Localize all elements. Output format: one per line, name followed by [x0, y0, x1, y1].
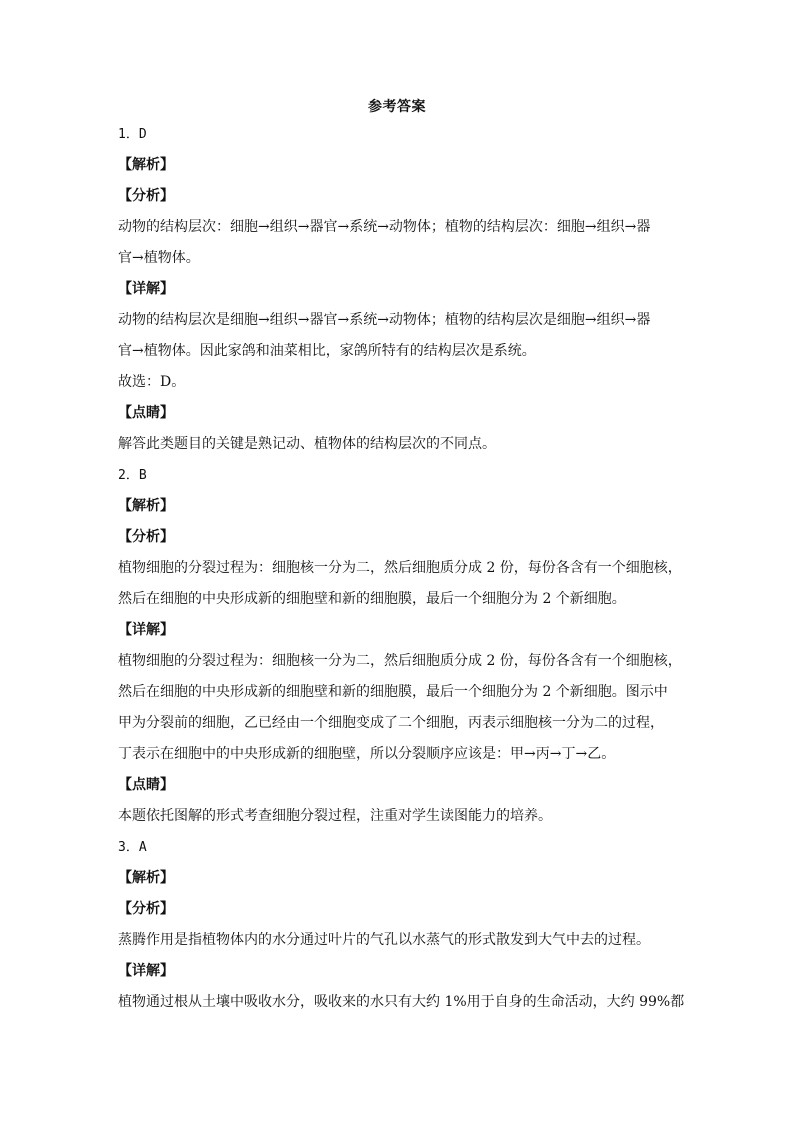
question-2-dianjing-line-1: 本题依托图解的形式考查细胞分裂过程，注重对学生读图能力的培养。 [118, 808, 552, 824]
question-3-header: 3．A [118, 840, 147, 855]
question-3-jiexi-label: 【解析】 [118, 870, 174, 886]
question-2-header: 2．B [118, 468, 147, 483]
question-1-jiexi-label: 【解析】 [118, 157, 174, 173]
question-1-dianjing-label: 【点睛】 [118, 405, 174, 421]
question-2-xiangjie-line-4: 丁表示在细胞中的中央形成新的细胞壁，所以分裂顺序应该是：甲→丙→丁→乙。 [118, 746, 616, 762]
question-2-xiangjie-line-2: 然后在细胞的中央形成新的细胞壁和新的细胞膜，最后一个细胞分为 2 个新细胞。图示中 [118, 684, 668, 700]
question-2-fenxi-label: 【分析】 [118, 529, 174, 545]
question-1-fenxi-line-2: 官→植物体。 [118, 250, 200, 266]
question-2-dianjing-label: 【点睛】 [118, 777, 174, 793]
question-1-xiangjie-label: 【详解】 [118, 281, 174, 297]
question-2-xiangjie-line-3: 甲为分裂前的细胞，乙已经由一个细胞变成了二个细胞，丙表示细胞核一分为二的过程， [118, 715, 664, 731]
answer-content [118, 124, 685, 1023]
page-title: 参考答案 [368, 99, 426, 115]
question-2-jiexi-label: 【解析】 [118, 498, 174, 514]
question-1-xiangjie-line-3: 故选：D。 [118, 374, 186, 390]
question-3-xiangjie-line-1: 植物通过根从土壤中吸收水分，吸收来的水只有大约 1%用于自身的生命活动，大约 99%都 [118, 994, 685, 1010]
question-1-fenxi-line-1: 动物的结构层次：细胞→组织→器官→系统→动物体；植物的结构层次：细胞→组织→器 [118, 219, 651, 235]
question-2-xiangjie-label: 【详解】 [118, 622, 174, 638]
question-1-xiangjie-line-1: 动物的结构层次是细胞→组织→器官→系统→动物体；植物的结构层次是细胞→组织→器 [118, 312, 651, 328]
question-1-fenxi-label: 【分析】 [118, 188, 174, 204]
question-2-fenxi-line-2: 然后在细胞的中央形成新的细胞壁和新的细胞膜，最后一个细胞分为 2 个新细胞。 [118, 591, 626, 607]
question-1-xiangjie-line-2: 官→植物体。因此家鸽和油菜相比，家鸽所特有的结构层次是系统。 [118, 343, 536, 359]
question-1-dianjing-line-1: 解答此类题目的关键是熟记动、植物体的结构层次的不同点。 [118, 436, 496, 452]
question-1-header: 1．D [118, 127, 147, 142]
question-3-fenxi-line-1: 蒸腾作用是指植物体内的水分通过叶片的气孔以水蒸气的形式散发到大气中去的过程。 [118, 932, 650, 948]
question-3-fenxi-label: 【分析】 [118, 901, 174, 917]
question-2-fenxi-line-1: 植物细胞的分裂过程为：细胞核一分为二，然后细胞质分成 2 份，每份各含有一个细胞核， [118, 560, 682, 576]
question-2-xiangjie-line-1: 植物细胞的分裂过程为：细胞核一分为二，然后细胞质分成 2 份，每份各含有一个细胞核， [118, 653, 682, 669]
question-3-xiangjie-label: 【详解】 [118, 963, 174, 979]
